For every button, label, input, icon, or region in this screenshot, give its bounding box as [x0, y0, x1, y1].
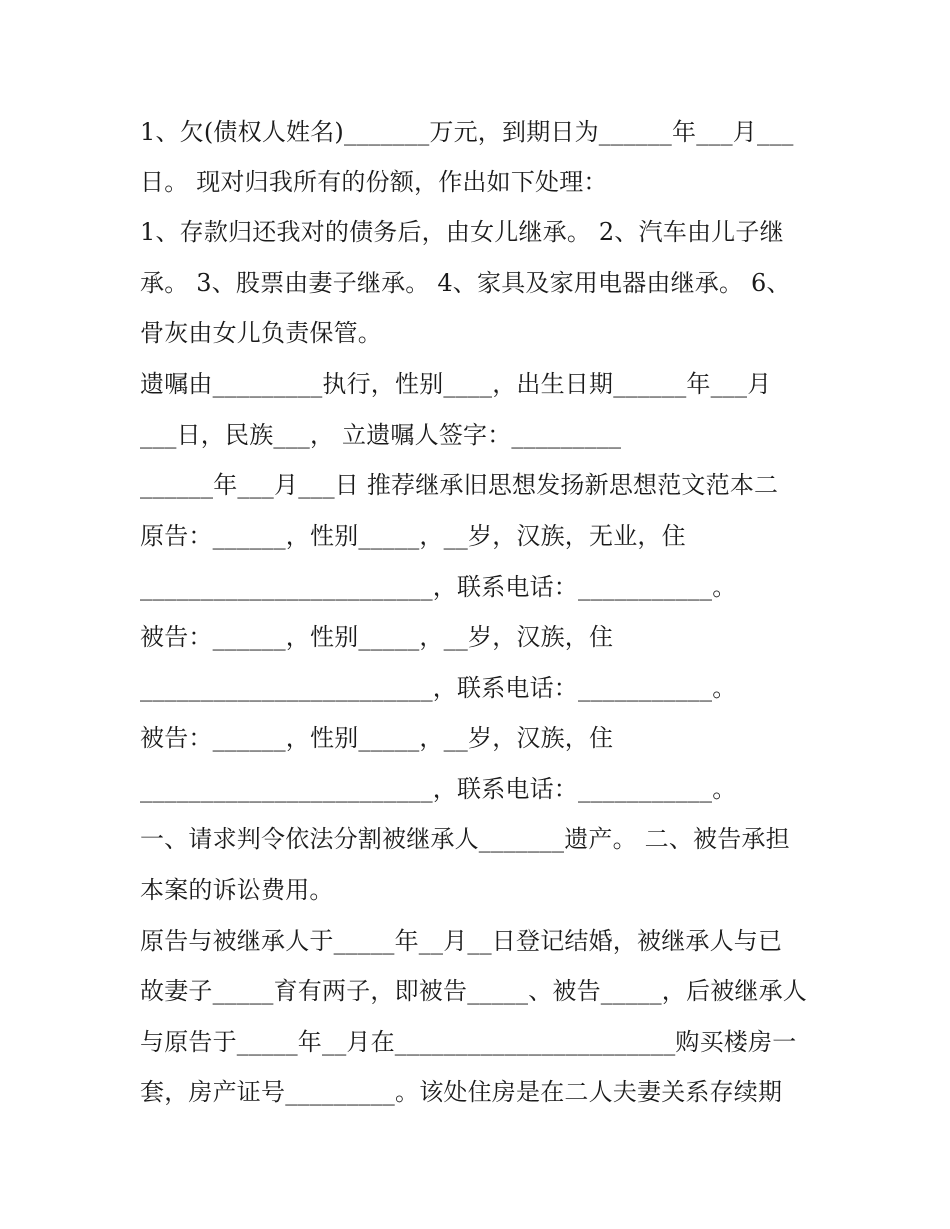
text-line-3: 1、存款归还我对的债务后，由女儿继承。 2、汽车由儿子继 — [140, 218, 784, 246]
text-line-9: 原告：______，性别_____，__岁，汉族，无业，住 — [140, 522, 686, 550]
text-line-12: ________________________，联系电话：___________。 — [140, 674, 737, 702]
text-line-18: 故妻子_____育有两子，即被告_____、被告_____，后被继承人 — [140, 977, 807, 1005]
text-line-14: ________________________，联系电话：___________。 — [140, 775, 737, 803]
text-line-6: 遗嘱由_________执行，性别____，出生日期______年___月 — [140, 370, 772, 398]
text-line-7: ___日，民族___， 立遗嘱人签字：_________ — [140, 421, 622, 449]
text-line-10: ________________________，联系电话：___________。 — [140, 573, 737, 601]
text-line-20: 套，房产证号_________。该处住房是在二人夫妻关系存续期 — [140, 1078, 783, 1106]
text-line-16: 本案的诉讼费用。 — [140, 876, 334, 904]
text-line-17: 原告与被继承人于_____年__月__日登记结婚，被继承人与已 — [140, 927, 783, 955]
text-line-15: 一、请求判令依法分割被继承人_______遗产。 二、被告承担 — [140, 825, 790, 853]
text-line-5: 骨灰由女儿负责保管。 — [140, 319, 382, 347]
text-line-2: 日。 现对归我所有的份额，作出如下处理： — [140, 168, 608, 196]
text-line-19: 与原告于_____年__月在_______________________购买楼房一 — [140, 1028, 797, 1056]
text-line-11: 被告：______，性别_____，__岁，汉族，住 — [140, 623, 614, 651]
text-line-13: 被告：______，性别_____，__岁，汉族，住 — [140, 724, 614, 752]
text-line-4: 承。 3、股票由妻子继承。 4、家具及家用电器由继承。 6、 — [140, 269, 791, 297]
text-line-1: 1、欠(债权人姓名)_______万元，到期日为______年___月___ — [140, 118, 794, 146]
text-line-8: ______年___月___日 推荐继承旧思想发扬新思想范文范本二 — [140, 471, 779, 499]
